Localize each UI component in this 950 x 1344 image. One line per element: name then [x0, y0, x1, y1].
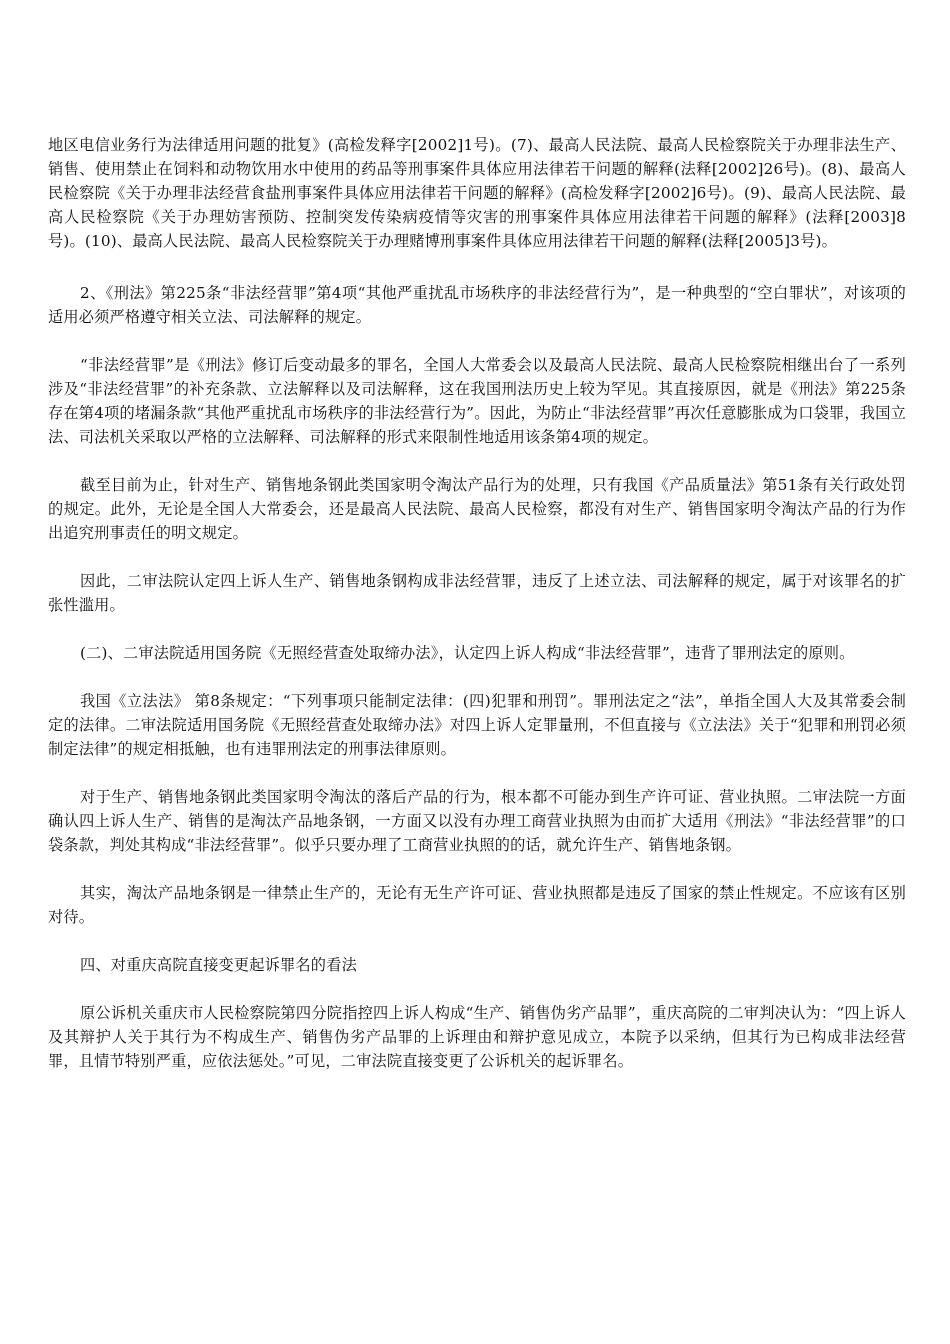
- paragraph-section-two-heading: (二)、二审法院适用国务院《无照经营查处取缔办法》，认定四上诉人构成“非法经营罪”，违背了罪刑法定的原则。: [80, 644, 855, 662]
- paragraph-blank-charge-provision: 2、《刑法》第225条“非法经营罪”第4项“其他严重扰乱市场秩序的非法经营行为”，是一种典型的“空白罪状”，对该项的适用必须严格遵守相关立法、司法解释的规定。: [48, 284, 906, 326]
- paragraph-judicial-interpretations-list: 地区电信业务行为法律适用问题的批复》(高检发释字[2002]1号)。(7)、最高人民法院、最高人民检察院关于办理非法生产、销售、使用禁止在饲料和动物饮用水中使用的药品等刑事案件具体应用法律若干问题的解释(法释[2002]26号)。(8)、最高人民检察院《关于办理非法经营食盐刑事案件具体应用法律若干问题的解释》(高检发释字[2002]6号)。(9)、最高人民法院、最高人民检察院《关于办理妨害预防、控制突发传染病疫情等灾害的刑事案件具体应用法律若干问题的解释》(法释[2003]8号)。(10)、最高人民法院、最高人民检察院关于办理赌博刑事案件具体应用法律若干问题的解释(法释[2005]3号)。: [48, 136, 906, 250]
- paragraph-legislation-law: 我国《立法法》 第8条规定：“下列事项只能制定法律：(四)犯罪和刑罚”。罪刑法定之“法”，单指全国人大及其常委会制定的法律。二审法院适用国务院《无照经营查处取缔办法》对四上诉人定罪量刑，不但直接与《立法法》关于“犯罪和刑罚必须制定法律”的规定相抵触，也有违罪刑法定的刑事法律原则。: [48, 692, 906, 758]
- paragraph-abuse-of-charge: 因此，二审法院认定四上诉人生产、销售地条钢构成非法经营罪，违反了上述立法、司法解释的规定，属于对该罪名的扩张性滥用。: [48, 572, 906, 614]
- section-heading-four: 四、对重庆高院直接变更起诉罪名的看法: [80, 956, 357, 974]
- paragraph-change-of-charge: 原公诉机关重庆市人民检察院第四分院指控四上诉人构成“生产、销售伪劣产品罪”，重庆高院的二审判决认为：“四上诉人及其辩护人关于其行为不构成生产、销售伪劣产品罪的上诉理由和辩护意见成立，本院予以采纳，但其行为已构成非法经营罪，且情节特别严重，应依法惩处。”可见，二审法院直接变更了公诉机关的起诉罪名。: [48, 1004, 906, 1070]
- paragraph-business-license: 对于生产、销售地条钢此类国家明令淘汰的落后产品的行为，根本都不可能办到生产许可证、营业执照。二审法院一方面确认四上诉人生产、销售的是淘汰产品地条钢，一方面又以没有办理工商营业执照为由而扩大适用《刑法》“非法经营罪”的口袋条款，判处其构成“非法经营罪”。似乎只要办理了工商营业执照的的话，就允许生产、销售地条钢。: [48, 788, 906, 854]
- paragraph-product-quality-law: 截至目前为止，针对生产、销售地条钢此类国家明令淘汰产品行为的处理，只有我国《产品质量法》第51条有关行政处罚的规定。此外，无论是全国人大常委会，还是最高人民法院、最高人民检察，都没有对生产、销售国家明令淘汰产品的行为作出追究刑事责任的明文规定。: [48, 476, 906, 542]
- document-body: [48, 133, 906, 1097]
- paragraph-illegal-business-crime-history: “非法经营罪”是《刑法》修订后变动最多的罪名，全国人大常委会以及最高人民法院、最高人民检察院相继出台了一系列涉及“非法经营罪”的补充条款、立法解释以及司法解释，这在我国刑法历史上较为罕见。其直接原因，就是《刑法》第225条存在第4项的堵漏条款“其他严重扰乱市场秩序的非法经营行为”。因此，为防止“非法经营罪”再次任意膨胀成为口袋罪，我国立法、司法机关采取以严格的立法解释、司法解释的形式来限制性地适用该条第4项的规定。: [48, 356, 906, 446]
- paragraph-prohibited-production: 其实，淘汰产品地条钢是一律禁止生产的，无论有无生产许可证、营业执照都是违反了国家的禁止性规定。不应该有区别对待。: [48, 884, 906, 926]
